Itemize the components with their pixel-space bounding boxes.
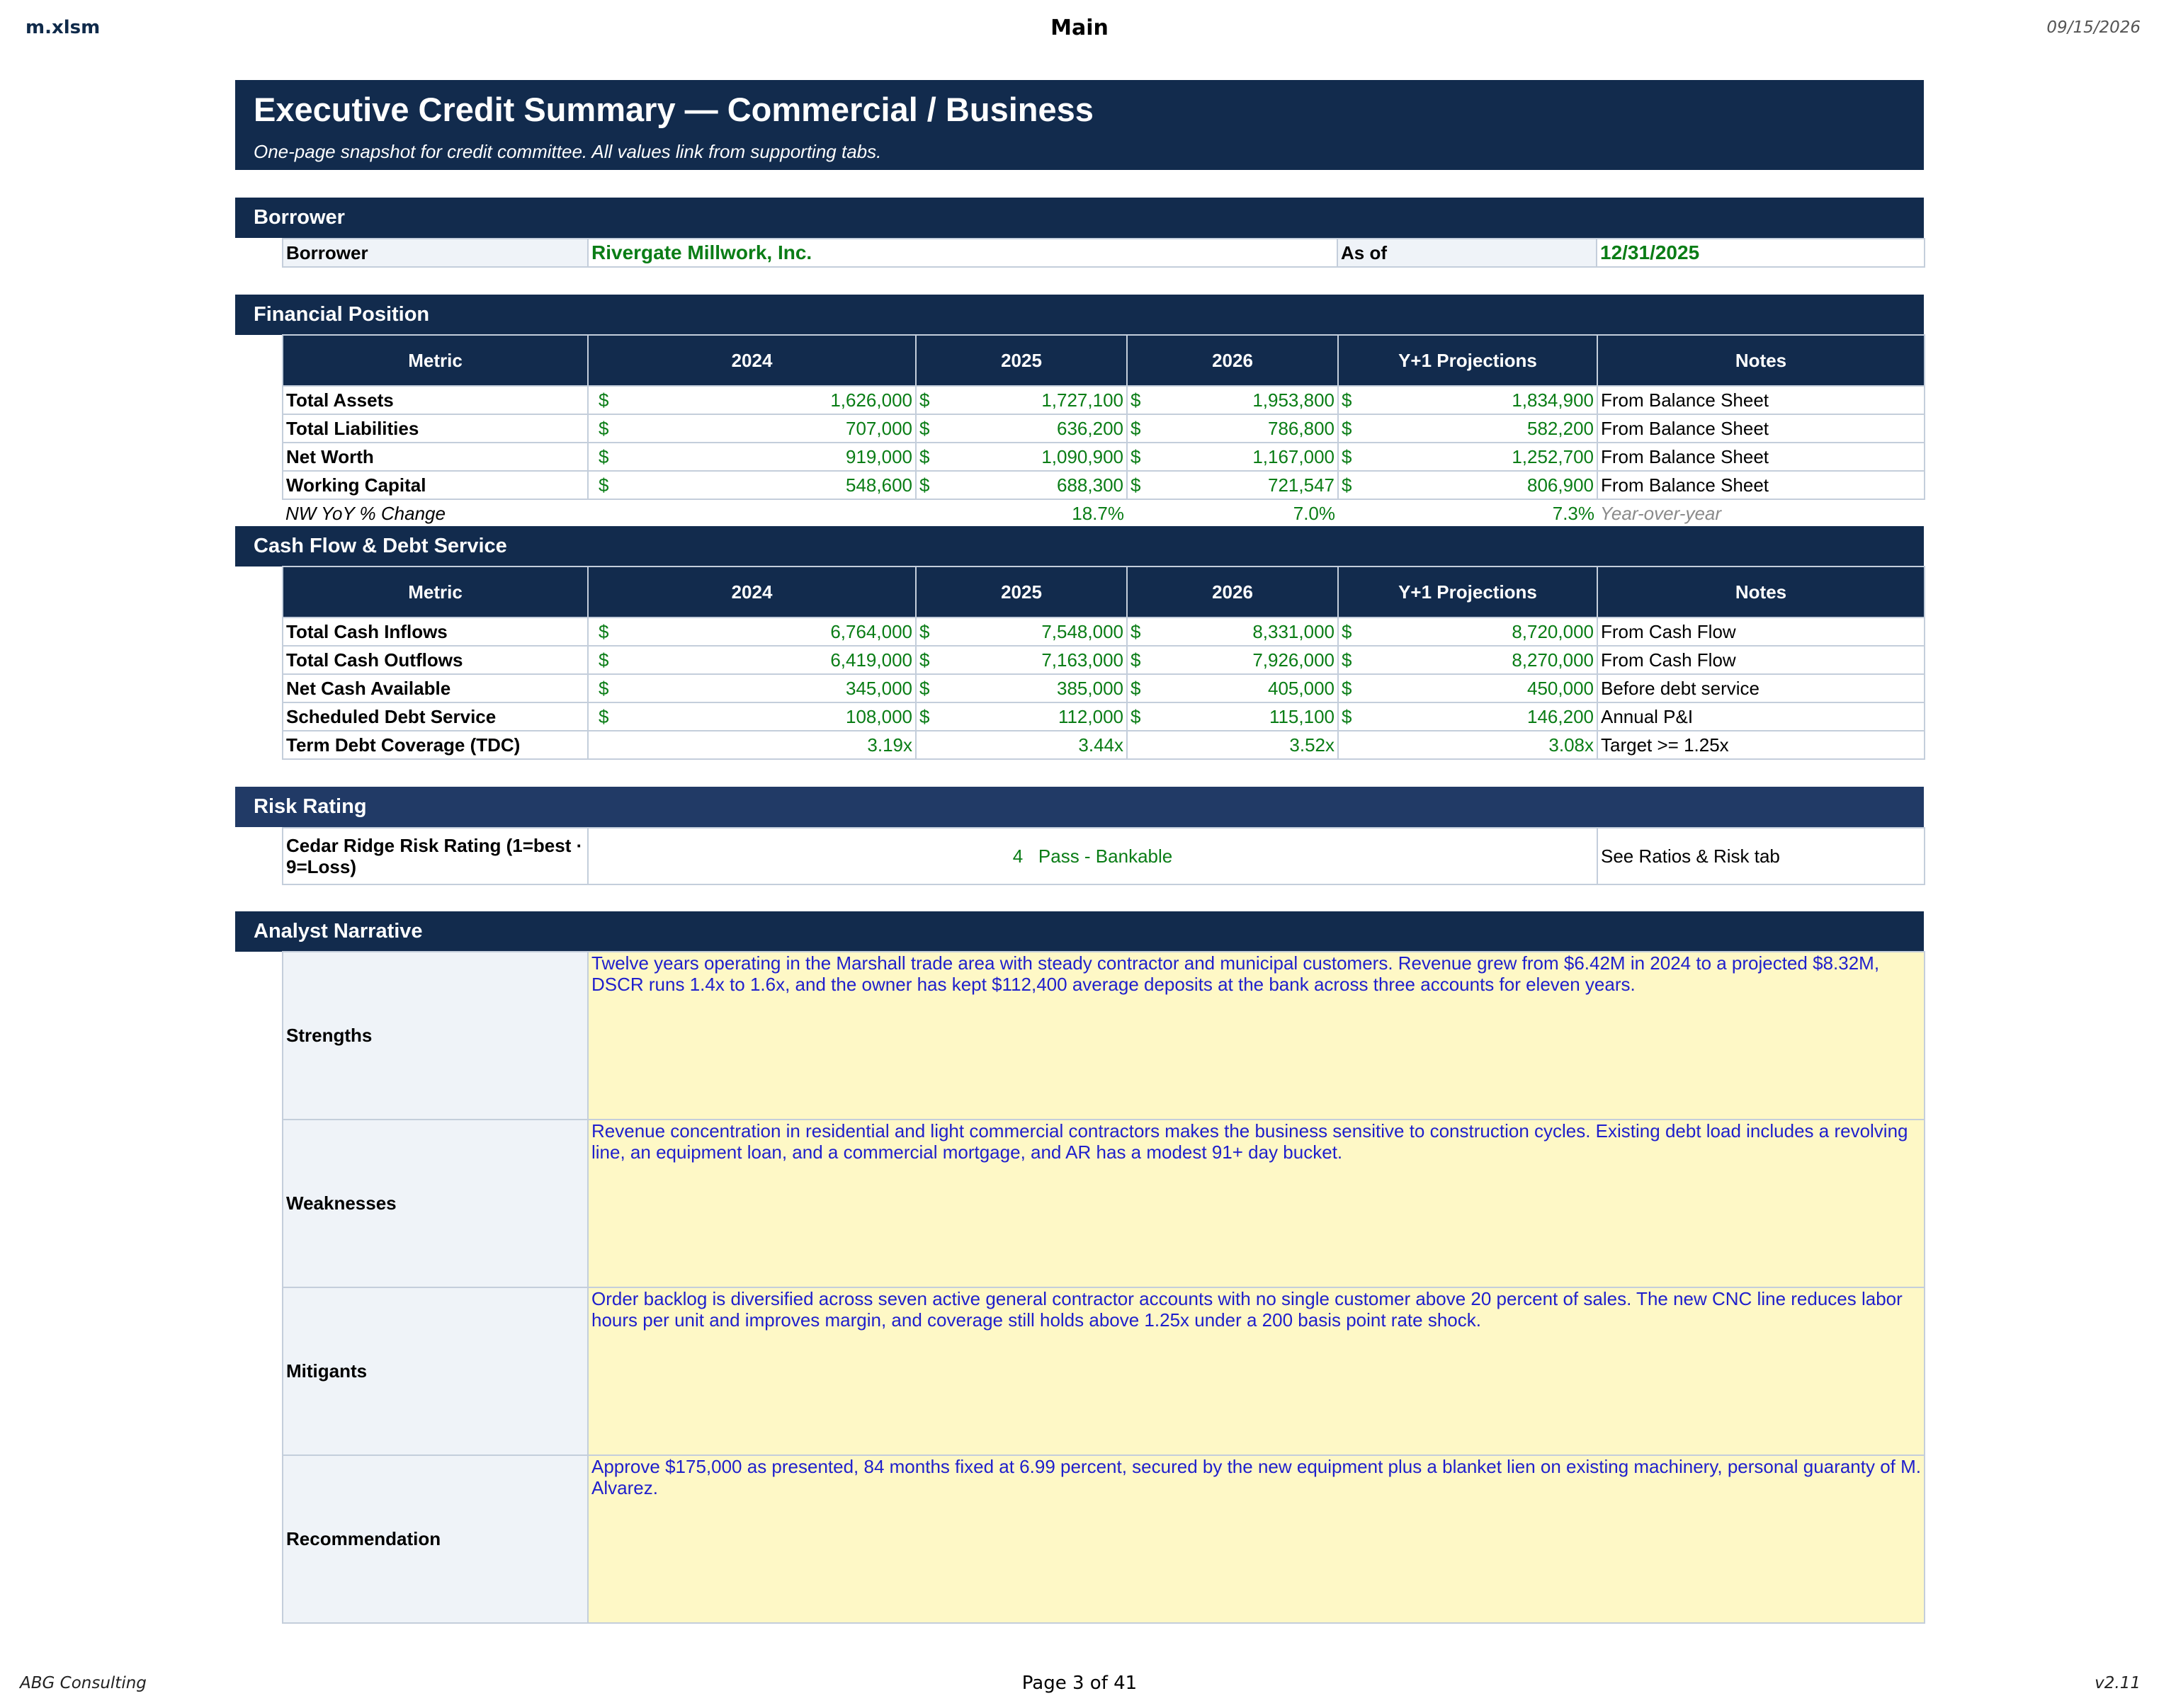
narrative-row <box>283 1287 1925 1455</box>
risk-rating-value[interactable]: 4 Pass - Bankable <box>588 828 1597 884</box>
table-row <box>283 674 1925 702</box>
value-cell[interactable]: $ 405,000 <box>1127 674 1338 702</box>
value-cell[interactable]: $ 1,167,000 <box>1127 443 1338 471</box>
risk-rating-label: Cedar Ridge Risk Rating (1=best · 9=Loss) <box>283 828 588 884</box>
metric-label: Scheduled Debt Service <box>283 702 588 731</box>
as-of-date[interactable]: 12/31/2025 <box>1597 239 1925 267</box>
header-date: 09/15/2026 <box>2046 18 2141 37</box>
value-cell[interactable]: $ 688,300 <box>916 471 1127 499</box>
column-header: Y+1 Projections <box>1338 567 1597 617</box>
table-row <box>283 443 1925 471</box>
value-cell[interactable]: $ 8,270,000 <box>1338 646 1597 674</box>
version-label: v2.11 <box>2095 1674 2141 1692</box>
value-cell[interactable]: $ 146,200 <box>1338 702 1597 731</box>
value-cell[interactable]: $ 919,000 <box>588 443 916 471</box>
financial-position-table <box>282 334 1925 528</box>
note-cell: Year-over-year <box>1600 503 1722 524</box>
value-cell[interactable]: $ 6,419,000 <box>588 646 916 674</box>
section-header-risk-rating: Risk Rating <box>235 787 1924 827</box>
value-cell[interactable]: $ 8,331,000 <box>1127 617 1338 646</box>
value-cell[interactable]: 18.7% <box>1072 503 1124 524</box>
narrative-text-strengths[interactable]: Twelve years operating in the Marshall trade area with steady contractor and municipal customers. Revenue grew from $6.42M in 2024 to a projected $8.32M, DSCR runs 1.4x to 1.6x, and the owner has kept $112,400 average deposits at the bank across three accounts for eleven years. <box>588 952 1925 1120</box>
table-row <box>283 414 1925 443</box>
value-cell[interactable]: $ 108,000 <box>588 702 916 731</box>
value-cell[interactable]: $ 1,090,900 <box>916 443 1127 471</box>
value-cell[interactable]: 7.3% <box>1552 503 1594 524</box>
value-cell[interactable]: $ 7,163,000 <box>916 646 1127 674</box>
borrower-table <box>282 238 1925 268</box>
column-header: Notes <box>1597 567 1925 617</box>
narrative-text-recommendation[interactable]: Approve $175,000 as presented, 84 months fixed at 6.99 percent, secured by the new equipment plus a blanket lien on existing machinery, personal guaranty of M. Alvarez. <box>588 1455 1925 1623</box>
column-header: 2026 <box>1127 335 1338 386</box>
narrative-table <box>282 951 1925 1624</box>
borrower-label: Borrower <box>283 239 588 267</box>
metric-label: Net Cash Available <box>283 674 588 702</box>
value-cell[interactable]: $ 1,626,000 <box>588 386 916 414</box>
value-cell[interactable]: $ 6,764,000 <box>588 617 916 646</box>
column-header: 2024 <box>588 335 916 386</box>
value-cell[interactable]: $ 582,200 <box>1338 414 1597 443</box>
note-cell: From Cash Flow <box>1597 646 1925 674</box>
value-cell[interactable]: $ 1,727,100 <box>916 386 1127 414</box>
narrative-label: Weaknesses <box>283 1120 588 1287</box>
column-header: Y+1 Projections <box>1338 335 1597 386</box>
value-cell[interactable]: $ 7,548,000 <box>916 617 1127 646</box>
metric-label: Term Debt Coverage (TDC) <box>283 731 588 759</box>
section-header-analyst-narrative: Analyst Narrative <box>235 911 1924 952</box>
value-cell[interactable]: $ 1,953,800 <box>1127 386 1338 414</box>
column-header: 2025 <box>916 335 1127 386</box>
value-cell[interactable]: 3.52x <box>1127 731 1338 759</box>
narrative-row <box>283 1120 1925 1287</box>
footer-company: ABG Consulting <box>20 1674 147 1692</box>
table-row <box>283 646 1925 674</box>
file-name: m.xlsm <box>26 17 101 38</box>
note-cell: From Cash Flow <box>1597 617 1925 646</box>
column-header: Metric <box>283 567 588 617</box>
value-cell[interactable]: 3.08x <box>1338 731 1597 759</box>
sheet-title: Main <box>1050 16 1109 40</box>
narrative-label: Strengths <box>283 952 588 1120</box>
column-header: 2025 <box>916 567 1127 617</box>
value-cell[interactable]: 3.44x <box>916 731 1127 759</box>
value-cell[interactable]: $ 115,100 <box>1127 702 1338 731</box>
narrative-row <box>283 1455 1925 1623</box>
section-header-cash-flow: Cash Flow & Debt Service <box>235 526 1924 567</box>
note-cell: Target >= 1.25x <box>1597 731 1925 759</box>
value-cell[interactable]: $ 1,834,900 <box>1338 386 1597 414</box>
value-cell[interactable]: $ 548,600 <box>588 471 916 499</box>
note-cell: Annual P&I <box>1597 702 1925 731</box>
value-cell[interactable]: $ 707,000 <box>588 414 916 443</box>
note-cell: From Balance Sheet <box>1597 386 1925 414</box>
value-cell[interactable]: 3.19x <box>588 731 916 759</box>
value-cell[interactable]: $ 806,900 <box>1338 471 1597 499</box>
narrative-label: Mitigants <box>283 1287 588 1455</box>
metric-label: Net Worth <box>283 443 588 471</box>
metric-label: Total Cash Inflows <box>283 617 588 646</box>
value-cell[interactable]: $ 112,000 <box>916 702 1127 731</box>
value-cell[interactable]: $ 385,000 <box>916 674 1127 702</box>
table-row <box>283 471 1925 499</box>
value-cell[interactable]: 7.0% <box>1293 503 1335 524</box>
metric-label: Working Capital <box>283 471 588 499</box>
table-row <box>283 386 1925 414</box>
value-cell[interactable]: $ 636,200 <box>916 414 1127 443</box>
value-cell[interactable]: $ 8,720,000 <box>1338 617 1597 646</box>
value-cell[interactable]: $ 1,252,700 <box>1338 443 1597 471</box>
narrative-text-weaknesses[interactable]: Revenue concentration in residential and light commercial contractors makes the business sensitive to construction cycles. Existing debt load includes a revolving line, an equipment loan, and a commercial mortgage, and AR has a modest 91+ day bucket. <box>588 1120 1925 1287</box>
note-cell: From Balance Sheet <box>1597 443 1925 471</box>
table-row <box>283 702 1925 731</box>
value-cell[interactable]: $ 786,800 <box>1127 414 1338 443</box>
risk-rating-note: See Ratios & Risk tab <box>1597 828 1925 884</box>
column-header: 2026 <box>1127 567 1338 617</box>
metric-label: Total Liabilities <box>283 414 588 443</box>
metric-label: Total Cash Outflows <box>283 646 588 674</box>
value-cell[interactable]: $ 721,547 <box>1127 471 1338 499</box>
metric-label: Total Assets <box>283 386 588 414</box>
value-cell[interactable]: $ 450,000 <box>1338 674 1597 702</box>
title-banner <box>235 80 1924 170</box>
as-of-label: As of <box>1337 239 1597 267</box>
note-cell: Before debt service <box>1597 674 1925 702</box>
section-header-financial-position: Financial Position <box>235 295 1924 335</box>
narrative-row <box>283 952 1925 1120</box>
section-header-borrower: Borrower <box>235 198 1924 238</box>
metric-label: NW YoY % Change <box>285 503 446 524</box>
yoy-row <box>283 499 1925 528</box>
column-header: 2024 <box>588 567 916 617</box>
page-number: Page 3 of 41 <box>1021 1673 1138 1694</box>
borrower-name[interactable]: Rivergate Millwork, Inc. <box>588 239 1337 267</box>
page-subtitle: One-page snapshot for credit committee. All values link from supporting tabs. <box>254 141 882 162</box>
value-cell[interactable]: $ 345,000 <box>588 674 916 702</box>
column-header: Metric <box>283 335 588 386</box>
table-row <box>283 617 1925 646</box>
table-row <box>283 731 1925 759</box>
value-cell[interactable]: $ 7,926,000 <box>1127 646 1338 674</box>
cash-flow-table <box>282 566 1925 760</box>
narrative-text-mitigants[interactable]: Order backlog is diversified across seven active general contractor accounts with no single customer above 20 percent of sales. The new CNC line reduces labor hours per unit and improves margin, and coverage still holds above 1.25x under a 200 basis point rate shock. <box>588 1287 1925 1455</box>
risk-rating-table <box>282 827 1925 885</box>
narrative-label: Recommendation <box>283 1455 588 1623</box>
note-cell: From Balance Sheet <box>1597 471 1925 499</box>
note-cell: From Balance Sheet <box>1597 414 1925 443</box>
page-title: Executive Credit Summary — Commercial / Business <box>254 91 1094 128</box>
column-header: Notes <box>1597 335 1925 386</box>
